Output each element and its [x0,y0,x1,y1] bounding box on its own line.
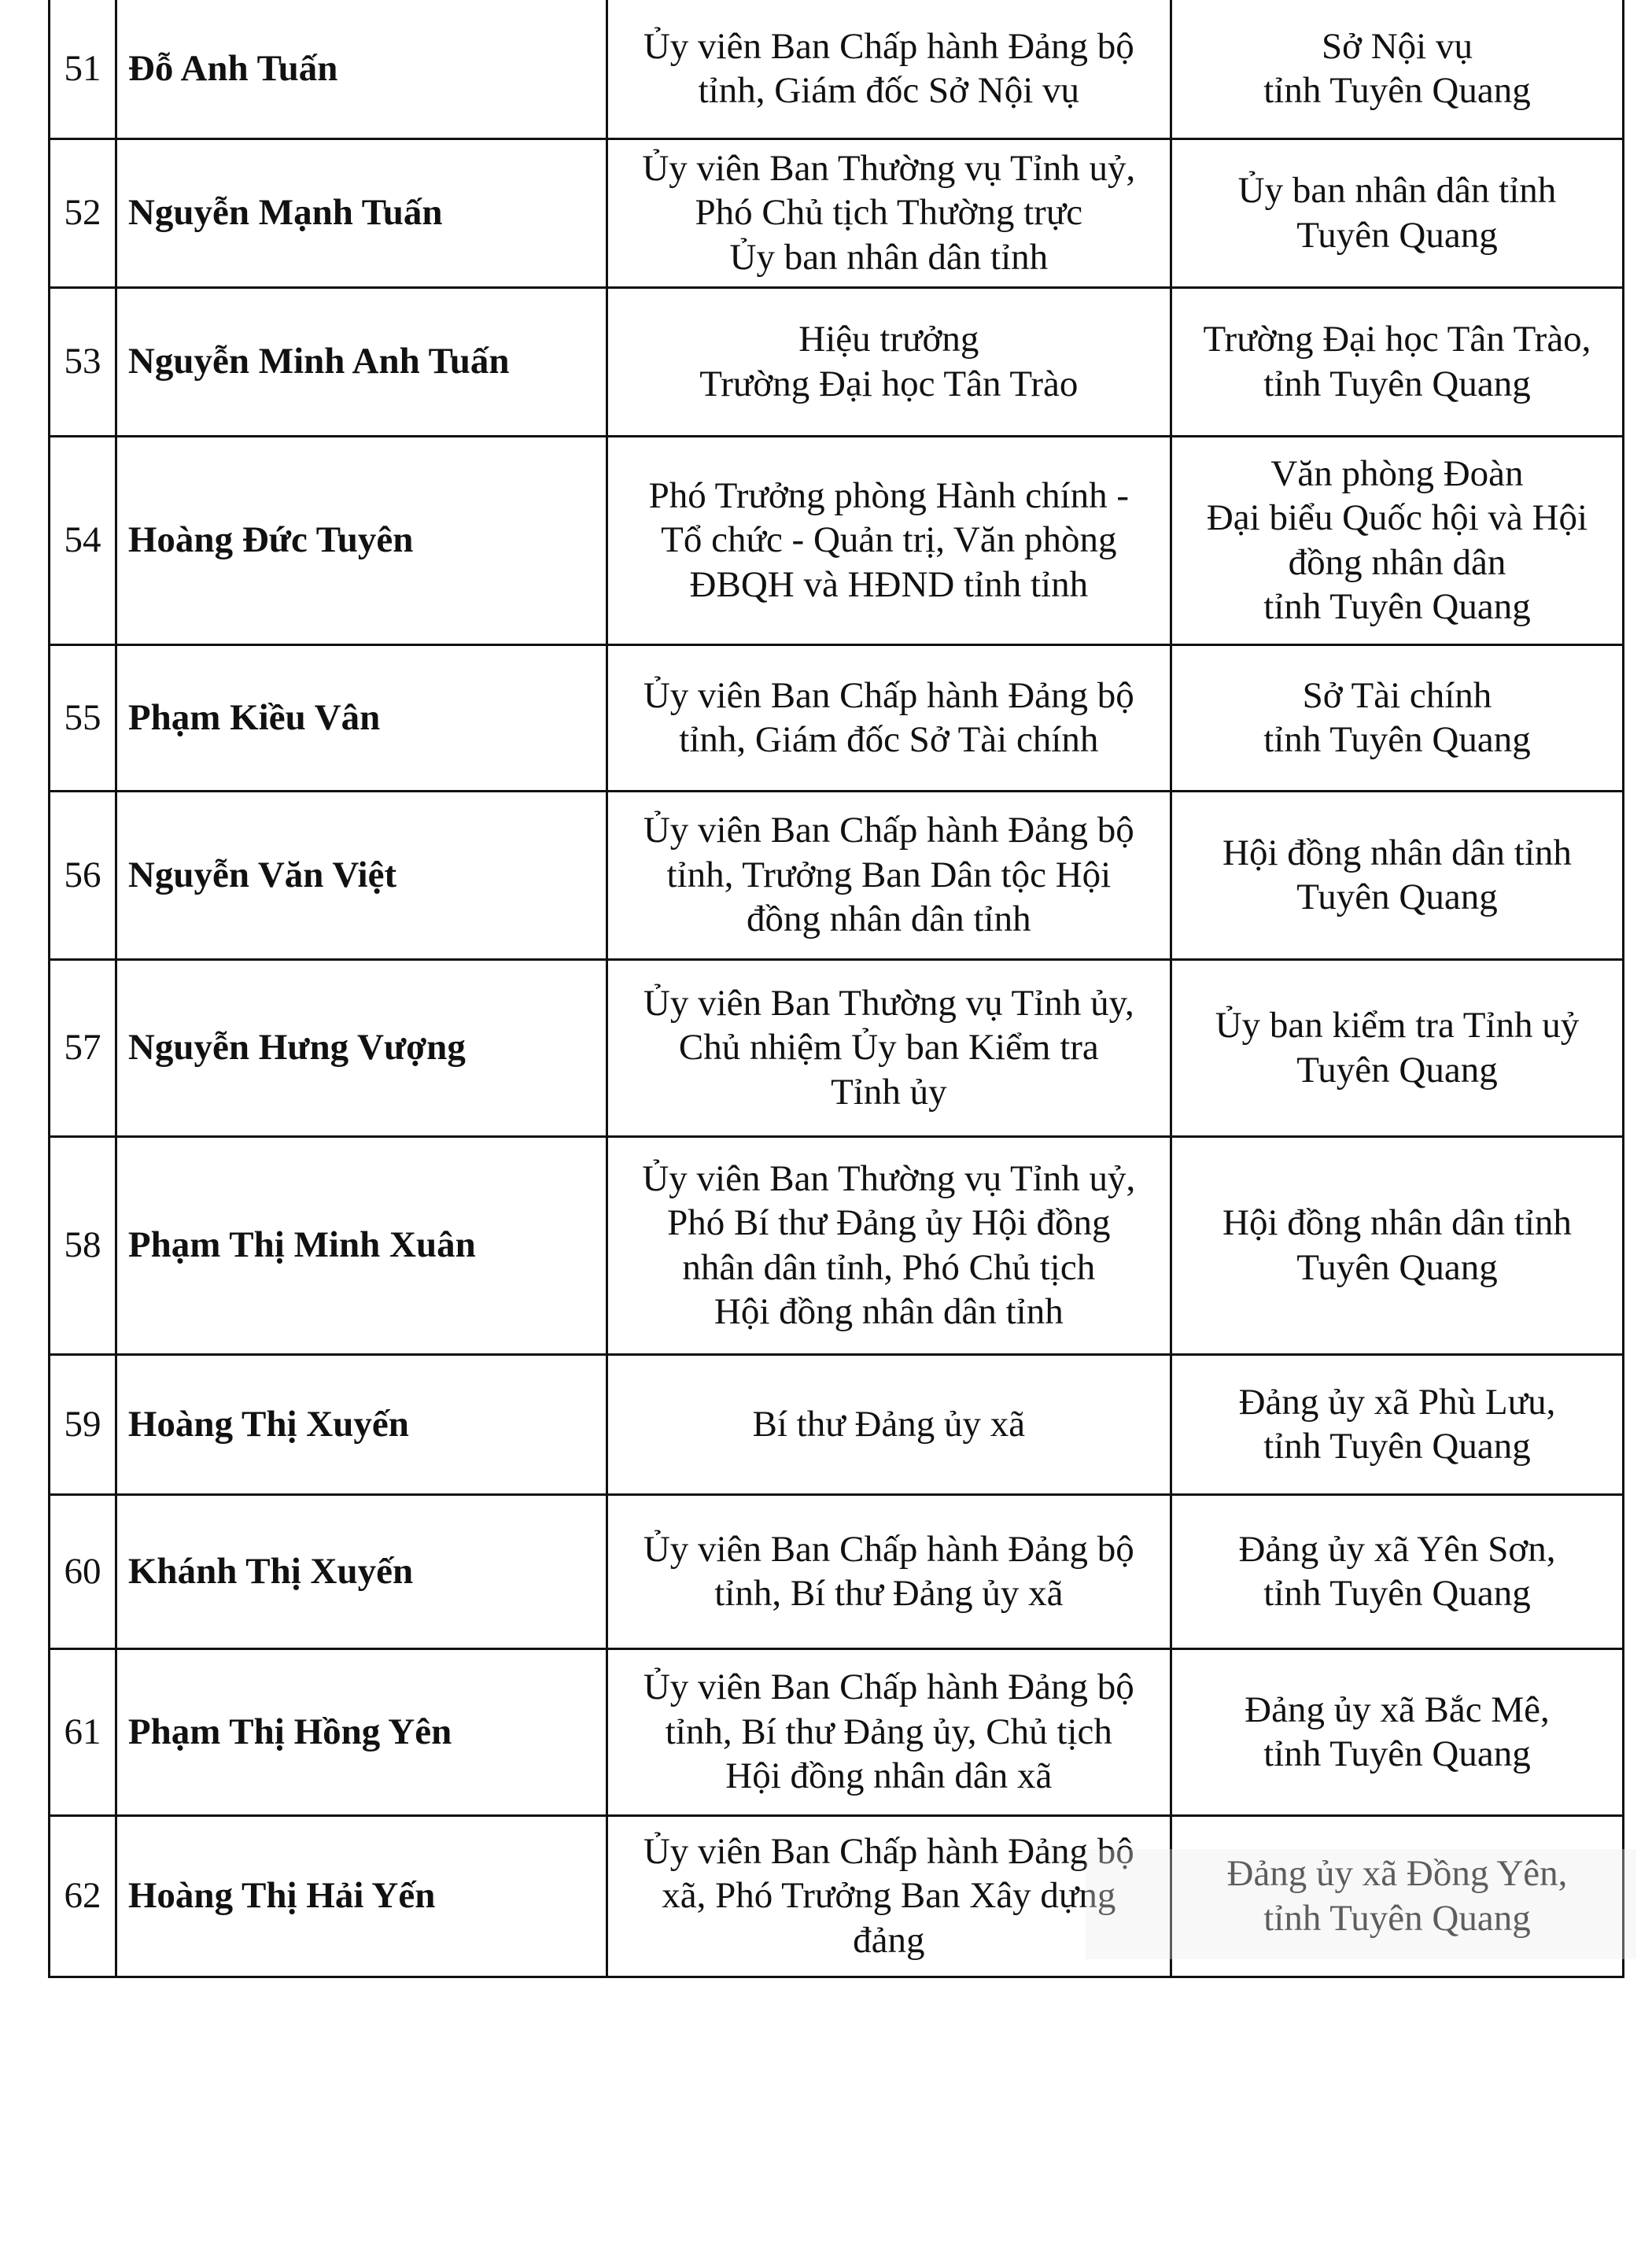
organization-line: Sở Tài chính [1302,674,1492,716]
organization-line: Ủy ban kiểm tra Tỉnh uỷ [1215,1005,1580,1046]
position-cell [607,287,1171,436]
position-line: tỉnh, Giám đốc Sở Tài chính [679,719,1099,760]
position-line: đảng [853,1919,925,1961]
organization-line: Đại biểu Quốc hội và Hội [1206,497,1588,539]
row-number: 52 [50,138,116,287]
organization-line: đồng nhân dân [1288,541,1506,583]
organization-cell [1171,1648,1623,1815]
organization-cell [1171,436,1623,644]
position-line: nhân dân tỉnh, Phó Chủ tịch [682,1246,1096,1288]
position-line: Ủy viên Ban Chấp hành Đảng bộ [643,810,1134,851]
position-line: Hội đồng nhân dân xã [725,1755,1053,1797]
table-row [50,1648,1624,1815]
personnel-table [48,0,1624,1978]
table-row [50,138,1624,287]
organization-line: tỉnh Tuyên Quang [1263,1733,1531,1774]
organization-cell [1171,0,1623,138]
person-name: Nguyễn Hưng Vượng [116,959,607,1136]
organization-line: Ủy ban nhân dân tỉnh [1237,170,1557,212]
organization-cell [1171,644,1623,791]
position-line: tỉnh, Giám đốc Sở Nội vụ [698,70,1080,112]
position-line: Hội đồng nhân dân tỉnh [714,1290,1064,1332]
position-cell [607,959,1171,1136]
table-row [50,1354,1624,1494]
organization-cell [1171,1494,1623,1648]
person-name: Nguyễn Mạnh Tuấn [116,138,607,287]
row-number: 54 [50,436,116,644]
organization-line: Hội đồng nhân dân tỉnh [1222,1202,1572,1244]
organization-line: Tuyên Quang [1296,1049,1498,1091]
organization-cell [1171,1815,1623,1977]
position-cell [607,1815,1171,1977]
person-name: Phạm Thị Minh Xuân [116,1136,607,1354]
organization-cell [1171,138,1623,287]
position-line: Phó Chủ tịch Thường trực [695,192,1083,234]
position-line: ĐBQH và HĐND tỉnh tỉnh [689,563,1089,605]
person-name: Khánh Thị Xuyến [116,1494,607,1648]
row-number: 53 [50,287,116,436]
row-number: 58 [50,1136,116,1354]
organization-cell [1171,1354,1623,1494]
table-row [50,1815,1624,1977]
table-row [50,0,1624,138]
person-name: Nguyễn Văn Việt [116,791,607,959]
table-row [50,287,1624,436]
row-number: 59 [50,1354,116,1494]
person-name: Phạm Thị Hồng Yên [116,1648,607,1815]
position-line: Phó Trưởng phòng Hành chính - [648,474,1130,516]
position-cell [607,1136,1171,1354]
position-line: Trường Đại học Tân Trào [699,363,1079,404]
position-line: Ủy viên Ban Thường vụ Tỉnh uỷ, [642,147,1136,189]
organization-cell [1171,287,1623,436]
position-line: tỉnh, Bí thư Đảng ủy xã [714,1573,1064,1614]
position-line: Ủy viên Ban Thường vụ Tỉnh ủy, [643,982,1134,1024]
position-line: tỉnh, Bí thư Đảng ủy, Chủ tịch [665,1711,1112,1752]
organization-line: Đảng ủy xã Yên Sơn, [1238,1528,1556,1570]
position-line: đồng nhân dân tỉnh [747,899,1031,940]
position-line: xã, Phó Trưởng Ban Xây dựng [662,1875,1116,1917]
organization-line: Sở Nội vụ [1321,25,1473,67]
position-line: Ủy ban nhân dân tỉnh [729,236,1049,278]
organization-line: Trường Đại học Tân Trào, [1203,319,1591,360]
table-row [50,959,1624,1136]
person-name: Nguyễn Minh Anh Tuấn [116,287,607,436]
position-line: Tỉnh ủy [831,1071,947,1113]
position-line: Tổ chức - Quản trị, Văn phòng [661,519,1117,561]
position-cell [607,791,1171,959]
row-number: 62 [50,1815,116,1977]
position-line: tỉnh, Trưởng Ban Dân tộc Hội [666,854,1112,895]
table-row [50,1136,1624,1354]
position-line: Phó Bí thư Đảng ủy Hội đồng [667,1202,1111,1244]
person-name: Hoàng Đức Tuyên [116,436,607,644]
organization-line: Văn phòng Đoàn [1270,452,1524,494]
position-cell [607,1354,1171,1494]
organization-line: Tuyên Quang [1296,214,1498,256]
position-line: Ủy viên Ban Chấp hành Đảng bộ [643,1528,1134,1570]
organization-line: Hội đồng nhân dân tỉnh [1222,832,1572,873]
organization-line: tỉnh Tuyên Quang [1263,1573,1531,1614]
person-name: Hoàng Thị Hải Yến [116,1815,607,1977]
position-cell [607,1494,1171,1648]
row-number: 60 [50,1494,116,1648]
position-line: Ủy viên Ban Thường vụ Tỉnh uỷ, [642,1157,1136,1199]
organization-line: Đảng ủy xã Đồng Yên, [1226,1853,1568,1895]
organization-line: Đảng ủy xã Bắc Mê, [1245,1689,1550,1730]
position-cell [607,644,1171,791]
table-row [50,644,1624,791]
organization-cell [1171,1136,1623,1354]
row-number: 57 [50,959,116,1136]
position-line: Ủy viên Ban Chấp hành Đảng bộ [643,25,1134,67]
organization-line: Tuyên Quang [1296,1246,1498,1288]
table-row [50,436,1624,644]
position-cell [607,138,1171,287]
organization-line: tỉnh Tuyên Quang [1263,363,1531,404]
position-line: Ủy viên Ban Chấp hành Đảng bộ [643,1830,1134,1872]
organization-line: tỉnh Tuyên Quang [1263,70,1531,112]
organization-line: tỉnh Tuyên Quang [1263,585,1531,627]
person-name: Hoàng Thị Xuyến [116,1354,607,1494]
row-number: 56 [50,791,116,959]
table-row [50,1494,1624,1648]
organization-cell [1171,959,1623,1136]
position-cell [607,0,1171,138]
position-line: Bí thư Đảng ủy xã [752,1403,1026,1445]
position-cell [607,436,1171,644]
row-number: 61 [50,1648,116,1815]
position-line: Ủy viên Ban Chấp hành Đảng bộ [643,674,1134,716]
table-row [50,791,1624,959]
organization-line: tỉnh Tuyên Quang [1263,1897,1531,1939]
person-name: Đỗ Anh Tuấn [116,0,607,138]
person-name: Phạm Kiều Vân [116,644,607,791]
organization-line: tỉnh Tuyên Quang [1263,1426,1531,1467]
organization-line: tỉnh Tuyên Quang [1263,719,1531,760]
organization-cell [1171,791,1623,959]
personnel-table-body [50,0,1624,1977]
row-number: 51 [50,0,116,138]
position-line: Hiệu trưởng [798,319,979,360]
organization-line: Đảng ủy xã Phù Lưu, [1238,1381,1556,1423]
row-number: 55 [50,644,116,791]
organization-line: Tuyên Quang [1296,877,1498,917]
position-line: Chủ nhiệm Ủy ban Kiểm tra [678,1027,1099,1069]
position-cell [607,1648,1171,1815]
position-line: Ủy viên Ban Chấp hành Đảng bộ [643,1667,1134,1708]
